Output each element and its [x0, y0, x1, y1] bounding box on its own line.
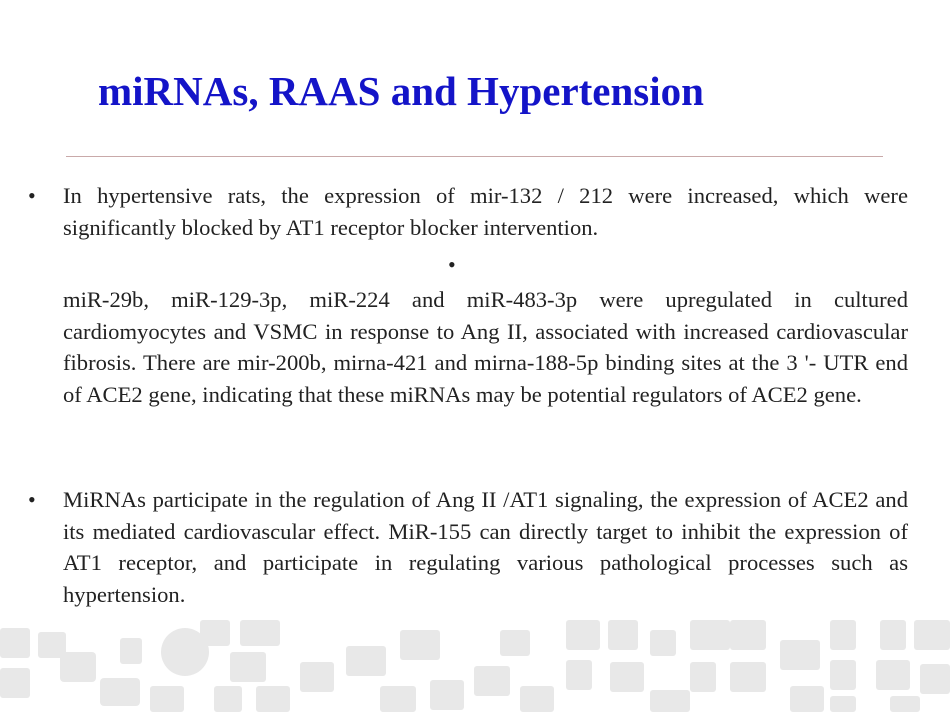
title-container [98, 66, 778, 118]
bullet-marker-2: • [448, 252, 456, 277]
bullet-text-1: In hypertensive rats, the expression of mir-132 / 212 were increased, which were significantly blocked by AT1 receptor blocker intervention. [63, 183, 908, 240]
decorative-pixel-pattern [0, 590, 950, 713]
bullet-marker-1: • [28, 183, 36, 208]
title-divider [66, 156, 883, 157]
bullet-text-2: miR-29b, miR-129-3p, miR-224 and miR-483-3p were upregulated in cultured cardiomyocytes and VSMC in response to Ang II, associated with increased cardiovascular fibrosis. There are mir-200b, mirna-421 and mirna-188-5p binding sites at the 3 '- UTR end of ACE2 gene, indicating that these miRNAs may be potential regulators of ACE2 gene. [63, 287, 908, 407]
slide-title: miRNAs, RAAS and Hypertension [98, 68, 704, 114]
bullet-text-3: MiRNAs participate in the regulation of Ang II /AT1 signaling, the expression of ACE2 and its mediated cardiovascular effect. MiR-155 can directly target to inhibit the expression of AT1 receptor, and participate in regulating various pathological processes such as hypertension. [63, 487, 908, 607]
bullet-marker-3: • [28, 487, 36, 512]
